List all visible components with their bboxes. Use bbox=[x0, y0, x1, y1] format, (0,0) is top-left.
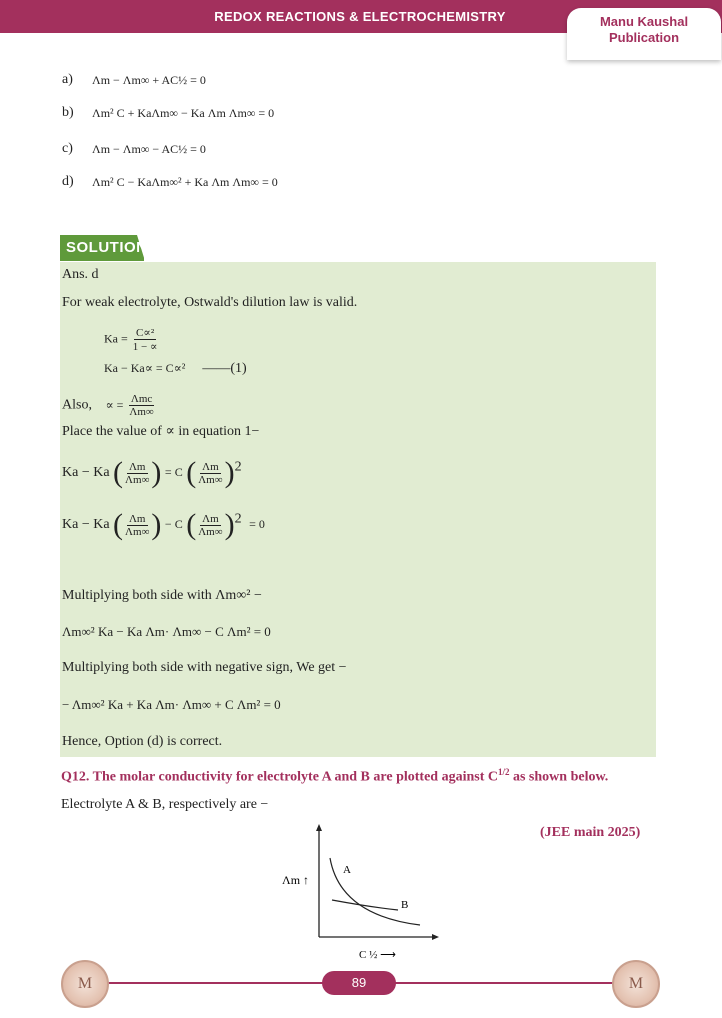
equation-1-ref: ——(1) bbox=[202, 361, 247, 376]
right-seal-logo: M bbox=[612, 960, 660, 1008]
ka-numerator: C∝² bbox=[136, 327, 155, 339]
equation-1-text: Ka − Ka∝ = C∝² bbox=[104, 361, 186, 375]
also-label: Also, bbox=[62, 397, 92, 413]
ka-denominator: 1 − ∝ bbox=[132, 341, 158, 353]
substitution-2: Ka − Ka ( $\frac{\Lambda m}{\Lambda m\infty}$ ) − C ( $\frac{\Lambda m}{\Lambda m\infty}$ )$^2$ = 0 bbox=[62, 508, 265, 541]
lambda-ratio bbox=[125, 513, 149, 538]
ratio-num: Λm bbox=[202, 460, 219, 473]
sub1-left: Ka − Ka bbox=[62, 465, 110, 481]
x-axis-arrow bbox=[432, 934, 439, 940]
publisher-name: Manu Kaushal bbox=[599, 14, 689, 29]
ratio-den: Λm∞ bbox=[198, 525, 223, 538]
curve-a-label: A bbox=[343, 864, 351, 876]
lambda-ratio bbox=[198, 513, 222, 538]
alpha-label: ∝ = bbox=[105, 397, 124, 412]
publisher-tab bbox=[567, 8, 721, 60]
curve-b-label: B bbox=[401, 899, 409, 911]
alpha-numerator: Λmc bbox=[130, 393, 153, 405]
multiply-text-1: Multiplying both side with Λm∞² − bbox=[62, 588, 262, 603]
option-c bbox=[62, 141, 206, 157]
solution-tag: SOLUTION bbox=[60, 235, 144, 261]
conductivity-graph bbox=[270, 820, 450, 965]
equation-1 bbox=[104, 361, 247, 377]
option-expression: Λm − Λm∞ + AC½ = 0 bbox=[92, 72, 206, 87]
conclusion-text: Hence, Option (d) is correct. bbox=[62, 734, 223, 749]
answer-text: Ans. d bbox=[62, 267, 99, 282]
sub2-end: = 0 bbox=[249, 517, 265, 532]
ratio-num: Λm bbox=[128, 512, 146, 525]
chapter-title: REDOX REACTIONS & ELECTROCHEMISTRY bbox=[214, 9, 506, 24]
question-text: Q12. The molar conductivity for electrolyte A and B are plotted against C bbox=[61, 769, 498, 785]
alpha-line bbox=[62, 393, 156, 418]
publisher-label: Publication bbox=[608, 30, 680, 45]
ratio-den: Λm∞ bbox=[125, 525, 150, 538]
multiply-text-2: Multiplying both side with negative sign, We get − bbox=[62, 660, 347, 675]
square-exponent: 2 bbox=[234, 511, 242, 527]
place-text: Place the value of ∝ in equation 1− bbox=[62, 424, 260, 439]
sub2-left: Ka − Ka bbox=[62, 517, 110, 533]
y-axis-arrow bbox=[316, 824, 322, 831]
substitution-1: Ka − Ka ( $\frac{\Lambda m}{\Lambda m\infty}$ ) = C ( $\frac{\Lambda m}{\Lambda m\infty}$ )$^2$ bbox=[62, 456, 242, 489]
ratio-num: Λm bbox=[202, 512, 219, 525]
step-1: Λm∞² Ka − Ka Λm· Λm∞ − C Λm² = 0 bbox=[62, 624, 271, 639]
option-d bbox=[62, 174, 278, 190]
ratio-den: Λm∞ bbox=[198, 473, 223, 486]
alpha-denominator: Λm∞ bbox=[129, 406, 154, 418]
option-expression: Λm − Λm∞ − AC½ = 0 bbox=[92, 141, 206, 156]
ka-label: Ka = bbox=[104, 331, 128, 346]
option-expression: Λm² C + KaΛm∞ − Ka Λm Λm∞ = 0 bbox=[92, 105, 275, 120]
question-subtext: Electrolyte A & B, respectively are − bbox=[61, 797, 269, 812]
option-label: b) bbox=[62, 105, 74, 120]
square-exponent: 2 bbox=[234, 459, 242, 475]
step-2: − Λm∞² Ka + Ka Λm· Λm∞ + C Λm² = 0 bbox=[62, 697, 281, 712]
ka-fraction bbox=[133, 326, 158, 353]
question-power: 1/2 bbox=[497, 767, 510, 777]
y-axis-label: Λm ↑ bbox=[282, 873, 310, 887]
question-tail: as shown below. bbox=[509, 769, 609, 785]
ka-equation bbox=[104, 326, 159, 353]
lambda-ratio bbox=[198, 461, 222, 486]
option-a bbox=[62, 72, 206, 88]
lambda-ratio bbox=[125, 461, 149, 486]
option-b bbox=[62, 105, 274, 121]
ratio-den: Λm∞ bbox=[125, 473, 150, 486]
option-label: a) bbox=[62, 72, 73, 87]
intro-text: For weak electrolyte, Ostwald's dilution law is valid. bbox=[62, 295, 358, 310]
option-label: d) bbox=[62, 174, 74, 189]
option-expression: Λm² C − KaΛm∞² + Ka Λm Λm∞ = 0 bbox=[92, 174, 278, 189]
left-seal-logo: M bbox=[61, 960, 109, 1008]
option-label: c) bbox=[62, 141, 73, 156]
exam-source: (JEE main 2025) bbox=[540, 825, 641, 840]
x-axis-label: C ½ ⟶ bbox=[359, 949, 396, 961]
sub1-mid: = C bbox=[164, 465, 183, 480]
alpha-fraction bbox=[129, 393, 154, 418]
sub2-mid: − C bbox=[164, 517, 183, 532]
question-12 bbox=[61, 767, 608, 786]
page-number: 89 bbox=[322, 971, 396, 995]
ratio-num: Λm bbox=[128, 460, 146, 473]
